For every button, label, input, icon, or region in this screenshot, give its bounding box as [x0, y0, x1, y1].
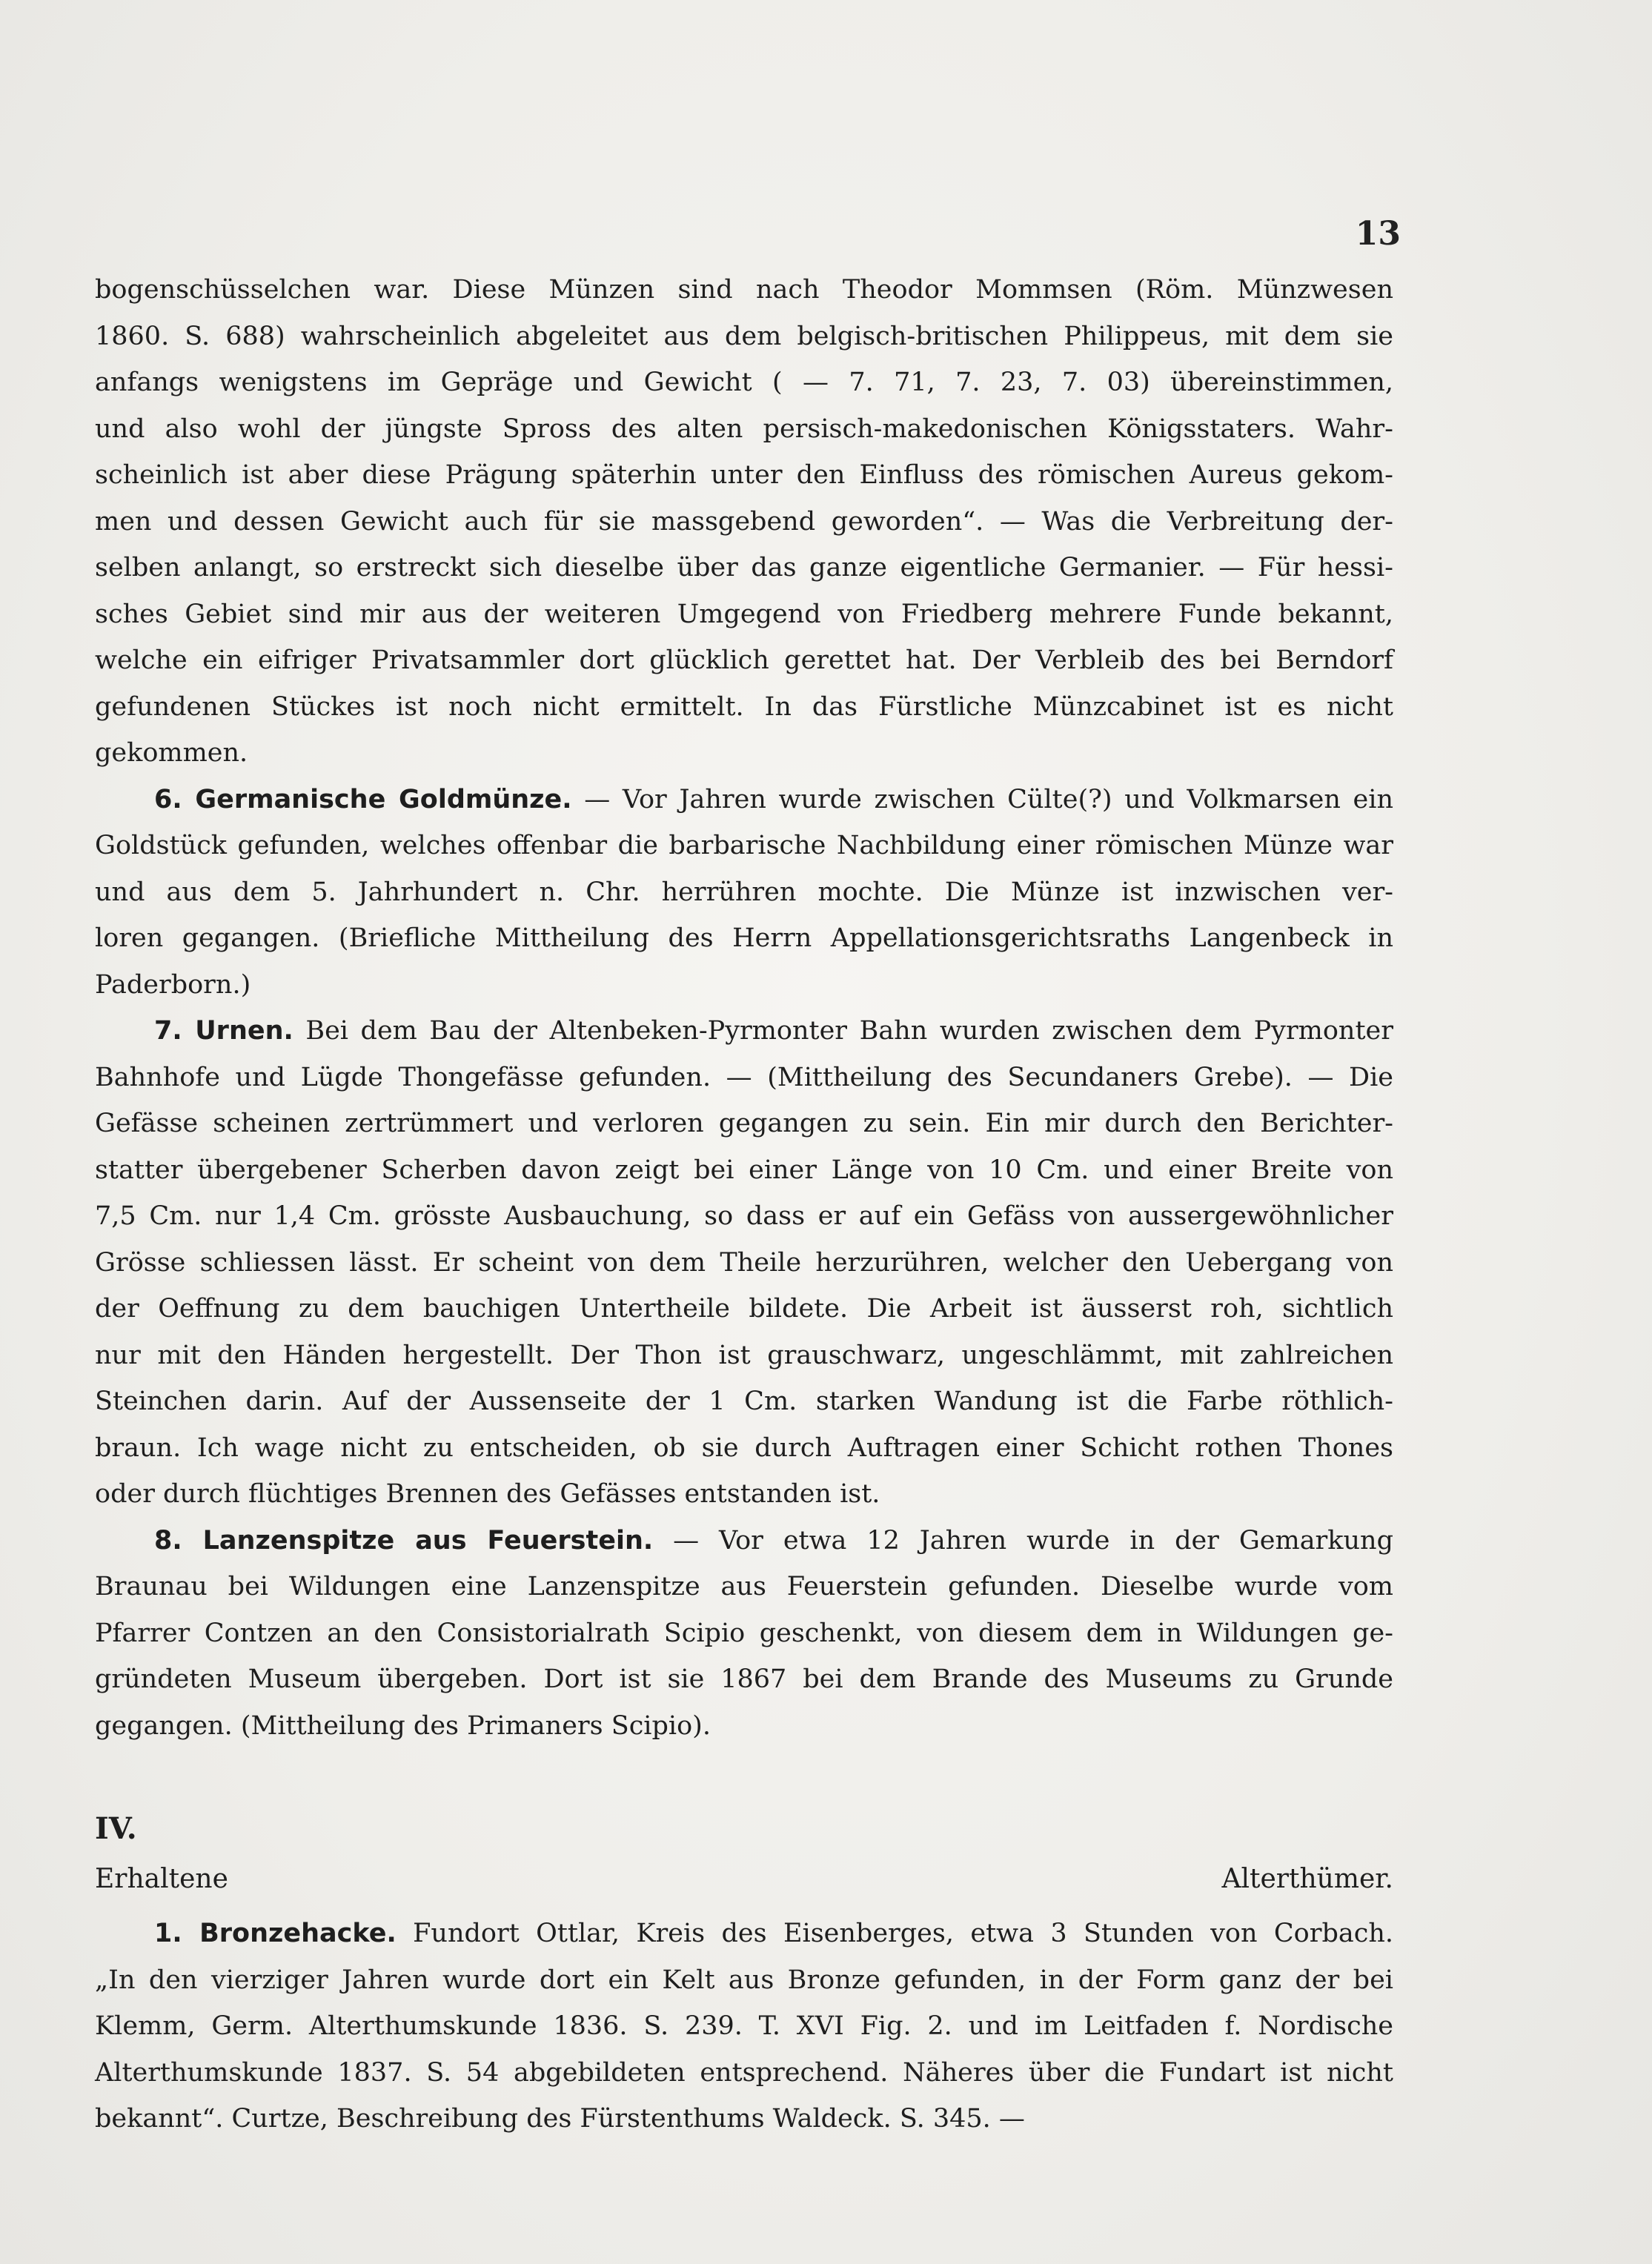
- entry-1-bronzehacke: [95, 1911, 1393, 2142]
- text-line: Braunau bei Wildungen eine Lanzenspitze aus Feuerstein gefunden. Dieselbe wurde vom: [95, 1572, 1393, 1601]
- entry-heading: 6. Germanische Goldmünze.: [154, 784, 572, 814]
- text-line: selben anlangt, so erstreckt sich dieselbe über das ganze eigentliche Germanier. — Für hessi-: [95, 553, 1393, 582]
- text-line: Alterthumskunde 1837. S. 54 abgebildeten entsprechend. Näheres über die Fundart ist nicht: [95, 2057, 1393, 2088]
- text-line: braun. Ich wage nicht zu entscheiden, ob sie durch Auftragen einer Schicht rothen Thones: [95, 1433, 1393, 1463]
- entry-text: Bei dem Bau der Altenbeken-Pyrmonter Bahn wurden zwischen dem Pyrmonter: [293, 1016, 1393, 1046]
- entry-heading: 1. Bronzehacke.: [154, 1919, 397, 1948]
- section-title: Erhaltene Alterthümer.: [95, 1864, 1393, 1894]
- entry-first-line: [95, 1911, 1393, 1957]
- text-line: bogenschüsselchen war. Diese Münzen sind nach Theodor Mommsen (Röm. Münzwesen: [95, 275, 1393, 305]
- page-number: 13: [1355, 215, 1401, 253]
- entry-heading: 7. Urnen.: [154, 1016, 293, 1046]
- text-line: Paderborn.): [95, 969, 251, 1000]
- text-line: und aus dem 5. Jahrhundert n. Chr. herrühren mochte. Die Münze ist inzwischen ver-: [95, 877, 1393, 907]
- entry-first-line: [95, 777, 1393, 823]
- entry-6-germanische-goldmuenze: [95, 777, 1393, 1009]
- text-line: loren gegangen. (Briefliche Mittheilung des Herrn Appellationsgerichtsraths Langenbeck in: [95, 923, 1393, 953]
- entry-7-urnen: [95, 1008, 1393, 1518]
- text-line: Gefässe scheinen zertrümmert und verloren gegangen zu sein. Ein mir durch den Berichter-: [95, 1109, 1393, 1138]
- entry-first-line: [95, 1008, 1393, 1055]
- entry-8-lanzenspitze: [95, 1518, 1393, 1750]
- text-line: sches Gebiet sind mir aus der weiteren Umgegend von Friedberg mehrere Funde bekannt,: [95, 599, 1393, 629]
- text-line: men und dessen Gewicht auch für sie massgebend geworden“. — Was die Verbreitung der-: [95, 506, 1393, 537]
- entry-heading: 8. Lanzenspitze aus Feuerstein.: [154, 1525, 654, 1556]
- text-line: gekommen.: [95, 738, 248, 768]
- text-line: und also wohl der jüngste Spross des alten persisch-makedonischen Königsstaters. Wahr-: [95, 414, 1393, 444]
- text-line: „In den vierziger Jahren wurde dort ein Kelt aus Bronze gefunden, in der Form ganz der bei: [95, 1965, 1393, 1995]
- entry-first-line: [95, 1518, 1393, 1564]
- text-line: nur mit den Händen hergestellt. Der Thon ist grauschwarz, ungeschlämmt, mit zahlreichen: [95, 1340, 1393, 1370]
- page-body: [95, 267, 1393, 2142]
- text-line: welche ein eifriger Privatsammler dort glücklich gerettet hat. Der Verbleib des bei Berndorf: [95, 645, 1393, 675]
- text-line: Bahnhofe und Lügde Thongefässe gefunden. — (Mittheilung des Secundaners Grebe). — Die: [95, 1062, 1393, 1092]
- text-line: bekannt“. Curtze, Beschreibung des Fürstenthums Waldeck. S. 345. —: [95, 2104, 1025, 2134]
- entry-text: — Vor etwa 12 Jahren wurde in der Gemarkung: [653, 1525, 1393, 1556]
- section-header: [95, 1802, 1393, 1903]
- text-line: Klemm, Germ. Alterthumskunde 1836. S. 239. T. XVI Fig. 2. und im Leitfaden f. Nordische: [95, 2011, 1393, 2041]
- entry-text: Fundort Ottlar, Kreis des Eisenberges, etwa 3 Stunden von Corbach.: [396, 1919, 1394, 1948]
- text-line: gefundenen Stückes ist noch nicht ermittelt. In das Fürstliche Münzcabinet ist es nicht: [95, 691, 1393, 722]
- text-line: Pfarrer Contzen an den Consistorialrath Scipio geschenkt, von diesem dem in Wildungen ge-: [95, 1618, 1393, 1648]
- text-line: oder durch flüchtiges Brennen des Gefässes entstanden ist.: [95, 1479, 880, 1509]
- text-line: 7,5 Cm. nur 1,4 Cm. grösste Ausbauchung, so dass er auf ein Gefäss von aussergewöhnlicher: [95, 1201, 1393, 1231]
- text-line: Steinchen darin. Auf der Aussenseite der 1 Cm. starken Wandung ist die Farbe röthlich-: [95, 1387, 1393, 1416]
- entry-text: — Vor Jahren wurde zwischen Cülte(?) und Volkmarsen ein: [571, 784, 1394, 814]
- text-line: statter übergebener Scherben davon zeigt bei einer Länge von 10 Cm. und einer Breite von: [95, 1155, 1393, 1185]
- text-line: gegangen. (Mittheilung des Primaners Scipio).: [95, 1710, 711, 1741]
- text-line: Goldstück gefunden, welches offenbar die barbarische Nachbildung einer römischen Münze war: [95, 831, 1393, 860]
- text-line: anfangs wenigstens im Gepräge und Gewicht ( — 7. 71, 7. 23, 7. 03) übereinstimmen,: [95, 368, 1393, 397]
- section-number: IV.: [95, 1811, 137, 1846]
- text-line: der Oeffnung zu dem bauchigen Untertheile bildete. Die Arbeit ist äusserst roh, sichtlich: [95, 1294, 1393, 1324]
- text-line: scheinlich ist aber diese Prägung späterhin unter den Einfluss des römischen Aureus gekom-: [95, 460, 1393, 490]
- text-line: 1860. S. 688) wahrscheinlich abgeleitet aus dem belgisch-britischen Philippeus, mit dem sie: [95, 321, 1393, 351]
- text-line: Grösse schliessen lässt. Er scheint von dem Theile herzurühren, welcher den Uebergang von: [95, 1247, 1393, 1278]
- text-line: gründeten Museum übergeben. Dort ist sie 1867 bei dem Brande des Museums zu Grunde: [95, 1664, 1393, 1694]
- paragraph-continued: [95, 267, 1393, 777]
